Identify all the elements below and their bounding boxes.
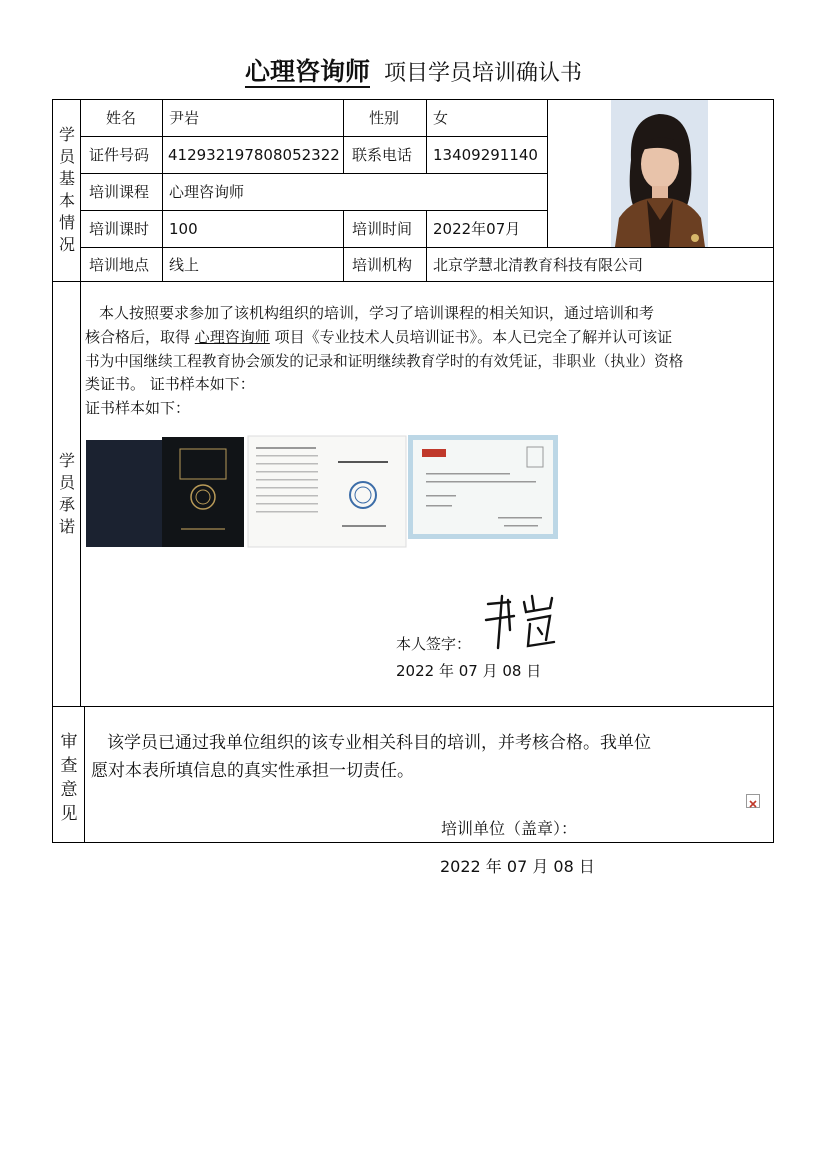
review-line-2: 愿对本表所填信息的真实性承担一切责任。 bbox=[91, 761, 414, 781]
hours-value: 100 bbox=[169, 220, 198, 238]
title-course: 心理咨询师 bbox=[244, 57, 370, 86]
pledge-line-3: 书为中国继续工程教育协会颁发的记录和证明继续教育学时的有效凭证，非职业（执业）资格 bbox=[85, 353, 684, 370]
broken-image-icon bbox=[746, 794, 760, 808]
section-label-basic: 学员基本情况 bbox=[58, 125, 75, 254]
course-label: 培训课程 bbox=[89, 183, 150, 201]
pledge-line-2-course: 心理咨询师 bbox=[194, 328, 270, 346]
pledge-date: 2022 年 07 月 08 日 bbox=[396, 662, 542, 680]
place-value: 线上 bbox=[169, 256, 200, 274]
certificate-sample-images bbox=[86, 435, 558, 548]
title-rest: 项目学员培训确认书 bbox=[384, 61, 583, 86]
course-value: 心理咨询师 bbox=[169, 183, 245, 201]
section-label-pledge: 学员承诺 bbox=[58, 451, 75, 536]
org-label: 培训机构 bbox=[352, 256, 413, 274]
name-label: 姓名 bbox=[106, 109, 137, 127]
name-value: 尹岩 bbox=[169, 109, 200, 127]
time-label: 培训时间 bbox=[352, 220, 413, 238]
document-title bbox=[0, 52, 827, 94]
org-value: 北京学慧北清教育科技有限公司 bbox=[433, 256, 644, 274]
hours-label: 培训课时 bbox=[89, 220, 150, 238]
time-value: 2022年07月 bbox=[433, 220, 521, 238]
pledge-line-2-a: 核合格后，取得 bbox=[85, 328, 195, 346]
id-value: 412932197808052322 bbox=[168, 146, 340, 164]
id-label: 证件号码 bbox=[89, 146, 150, 164]
handwritten-signature bbox=[480, 590, 562, 652]
signature-label: 本人签字： bbox=[396, 635, 472, 653]
student-photo bbox=[611, 100, 708, 247]
review-date: 2022 年 07 月 08 日 bbox=[440, 857, 595, 876]
pledge-line-5: 证书样本如下： bbox=[85, 399, 191, 417]
pledge-line-4: 类证书。 证书样本如下： bbox=[85, 375, 255, 393]
phone-value: 13409291140 bbox=[433, 146, 538, 164]
pledge-line-2-b: 项目《专业技术人员培训证书》。本人已完全了解并认可该证 bbox=[269, 328, 673, 346]
place-label: 培训地点 bbox=[89, 256, 150, 274]
review-line-1: 该学员已通过我单位组织的该专业相关科目的培训，并考核合格。我单位 bbox=[107, 733, 651, 753]
section-label-review: 审查意见 bbox=[60, 732, 78, 824]
gender-value: 女 bbox=[433, 109, 449, 127]
pledge-line-1: 本人按照要求参加了该机构组织的培训，学习了培训课程的相关知识，通过培训和考 bbox=[99, 304, 655, 322]
stamp-label: 培训单位（盖章）： bbox=[441, 819, 578, 838]
pledge-line-2 bbox=[85, 326, 672, 349]
phone-label: 联系电话 bbox=[352, 146, 413, 164]
gender-label: 性别 bbox=[369, 109, 400, 127]
